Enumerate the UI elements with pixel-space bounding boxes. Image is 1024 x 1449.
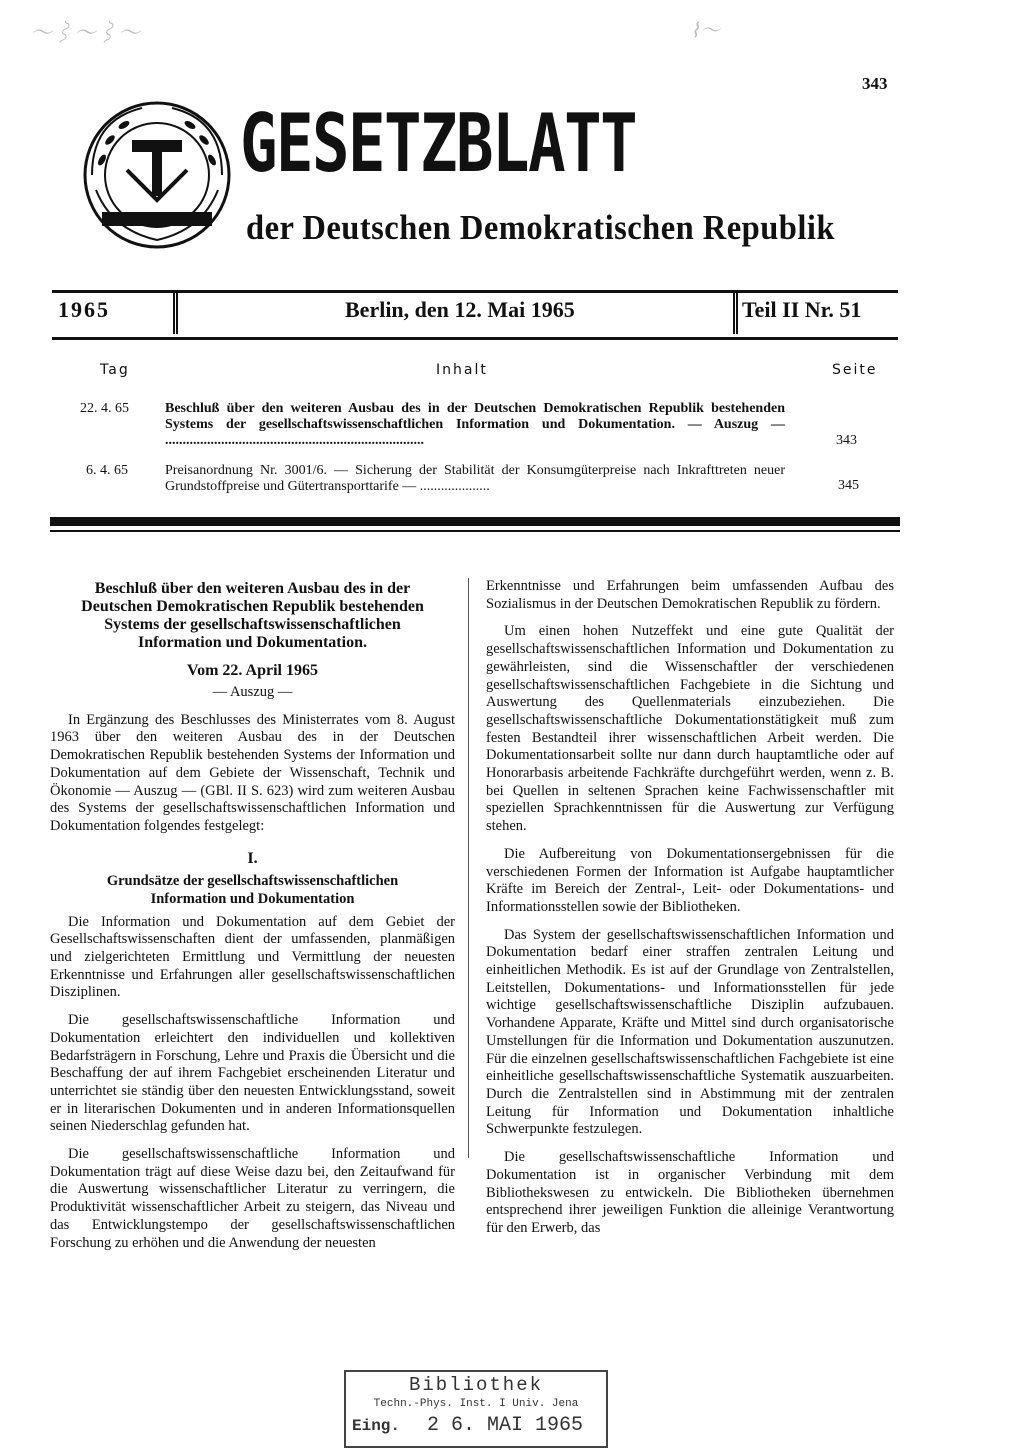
state-emblem-icon (82, 100, 232, 250)
toc-header-content: Inhalt (436, 362, 488, 378)
issue-place-date: Berlin, den 12. Mai 1965 (345, 297, 575, 322)
separator-thick (50, 517, 900, 526)
toc-entry-page: 345 (838, 478, 859, 493)
gazette-subtitle: der Deutschen Demokratischen Republik (246, 208, 835, 247)
paragraph: Das System der gesellschaftswissenschaftlichen Information und Dokumentation bedarf einer straffen zentralen Leitung und einheitlichen Methodik. Es ist auf der Grundlage von Zentralstellen, Leitstellen, Dokumentations- und Informationsstellen für jede wichtige gesellschaftswissenschaftliche Disziplin aufzubauen. Vorhandene Apparate, Kräfte und Mittel sind durch organisatorische Umstellungen für die Information und Dokumentation auszunutzen. Für die einzelnen gesellschaftswissenschaftlichen Fachgebiete ist eine einheitliche gesellschaftswissenschaftliche Systematik auszuarbeiten. Durch die Zentralstellen sind in Abstimmung mit der zentralen Leitung für Information und Dokumentation inhaltliche Schwerpunkte festzulegen. (486, 926, 894, 1138)
issue-part-number: Teil II Nr. 51 (742, 297, 862, 322)
left-column (50, 580, 455, 1262)
paragraph: Die gesellschaftswissenschaftliche Information und Dokumentation ist in organischer Verbindung mit dem Bibliothekswesen zu entwickeln. Die Bibliotheken übernehmen entsprechend ihrer jeweiligen Funktion die alleinige Verantwortung für den Erwerb, das (486, 1149, 894, 1236)
article-excerpt-note: — Auszug — (212, 684, 293, 700)
header-divider (736, 290, 738, 334)
paragraph: Um einen hohen Nutzeffekt und eine gute Qualität der gesellschaftswissenschaftlichen Information und Dokumentation zu gewährleisten, sind die Wissenschaftler der verschiedenen gesellschaftswissenschaftlichen Fachgebiete in die Sichtung und Auswertung des Quellenmaterials einzubeziehen. Die gesellschaftswissenschaftliche Dokumentationstätigkeit muß zum festen Bestandteil ihrer wissenschaftlichen Arbeit werden. Die Dokumentationsarbeit sollte nur dann durch hauptamtliche oder auf Honorarbasis arbeitende Fachkräfte durchgeführt werden, wenn z. B. bei Quellen in seltenen Sprachen keine Fachwissenschaftler mit speziellen Sprachkenntnissen für die Auswertung zur Verfügung stehen. (486, 623, 894, 835)
stamp-line1: Bibliothek (408, 1374, 544, 1396)
issue-year: 1965 (58, 297, 110, 322)
toc-header-page: Seite (832, 362, 878, 378)
paragraph-continuation: Erkenntnisse und Erfahrungen beim umfassenden Aufbau des Sozialismus in der Deutschen Demokratischen Republik zu fördern. (486, 578, 894, 612)
article-intro: In Ergänzung des Beschlusses des Ministerrates vom 8. August 1963 über den weiteren Ausbau des in der Deutschen Demokratischen Republik bestehenden Systems der Information und Dokumentation auf dem Gebiete der Wissenschaft, Technik und Ökonomie — Auszug — (GBl. II S. 623) wird zum weiteren Ausbau des Systems der gesellschaftswissenschaftlichen Information und Dokumentation folgendes festgelegt: (50, 711, 455, 834)
handwritten-mark: ⌇〜 (690, 18, 720, 42)
section-number: I. (247, 849, 258, 867)
toc-entry-title: Beschluß über den weiteren Ausbau des in der Deutschen Demokratischen Republik bestehenden Systems der gesellschaftswissenschaftlichen Information und Dokumentation. — Auszug — .......................................................................... (165, 401, 785, 448)
toc-entry-page: 343 (836, 433, 857, 448)
stamp-line2: Techn.-Phys. Inst. I Univ. Jena (373, 1398, 579, 1410)
column-rule (468, 578, 469, 1158)
paragraph: Die gesellschaftswissenschaftliche Information und Dokumentation erleichtert den individuellen und kollektiven Bedarfsträgern in Forschung, Lehre und Praxis die Übersicht und die Beschaffung der auf ihrem Fachgebiet erscheinenden Literatur und unterrichtet sie ständig über den neuesten Entwicklungsstand, soweit er in literarischen Dokumenten und in anderen Informationsquellen seinen Niederschlag gefunden hat. (50, 1012, 455, 1135)
header-divider (173, 290, 175, 334)
toc-entry-title: Preisanordnung Nr. 3001/6. — Sicherung der Stabilität der Konsumgüterpreise nach Inkrafttreten neuer Grundstoffpreise und Gütertransporttarife — .................... (165, 463, 785, 494)
section-title: Grundsätze der gesellschaftswissenschaftlichen Information und Dokumentation (106, 872, 399, 907)
toc-header-day: Tag (100, 362, 130, 378)
header-divider (733, 290, 735, 334)
library-stamp (344, 1370, 608, 1448)
handwritten-note: 〜⌇〜⌇〜 (30, 21, 141, 46)
stamp-date: 2 6. MAI 1965 (427, 1414, 584, 1437)
paragraph: Die Aufbereitung von Dokumentationsergebnissen für die verschiedenen Formen der Information ist Aufgabe hauptamtlicher Kräfte im Bereich der Zentral-, Leit- oder Dokumentations- und Informationsstellen sowie der Bibliotheken. (486, 845, 894, 915)
separator-thin (50, 530, 900, 532)
header-divider (176, 290, 178, 334)
article-date: Vom 22. April 1965 (187, 662, 318, 679)
gazette-title: GESETZBLATT (240, 97, 637, 190)
toc-entry-date: 22. 4. 65 (80, 401, 129, 416)
stamp-label: Eing. (352, 1417, 401, 1435)
right-column (486, 578, 894, 1248)
paragraph: Die Information und Dokumentation auf dem Gebiet der Gesellschaftswissenschaften dient der umfassenden, planmäßigen und zielgerichteten Ermittlung und Vermittlung der neuesten Erkenntnisse und Erfahrungen aller gesellschaftswissenschaftlichen Disziplinen. (50, 913, 455, 1001)
toc-entry-date: 6. 4. 65 (86, 463, 128, 478)
article-heading: Beschluß über den weiteren Ausbau des in der Deutschen Demokratischen Republik bestehenden Systems der gesellschaftswissenschaftlichen Information und Dokumentation. (81, 580, 424, 651)
paragraph: Die gesellschaftswissenschaftliche Information und Dokumentation trägt auf diese Weise dazu bei, den Zeitaufwand für die Auswertung wissenschaftlicher Literatur zu verringern, die Produktivität wissenschaftlicher Arbeit zu steigern, das Niveau und das Entwicklungstempo der gesellschaftswissenschaftlichen Forschung zu erhöhen und die Anwendung der neuesten (50, 1146, 455, 1251)
page-number: 343 (862, 74, 888, 93)
